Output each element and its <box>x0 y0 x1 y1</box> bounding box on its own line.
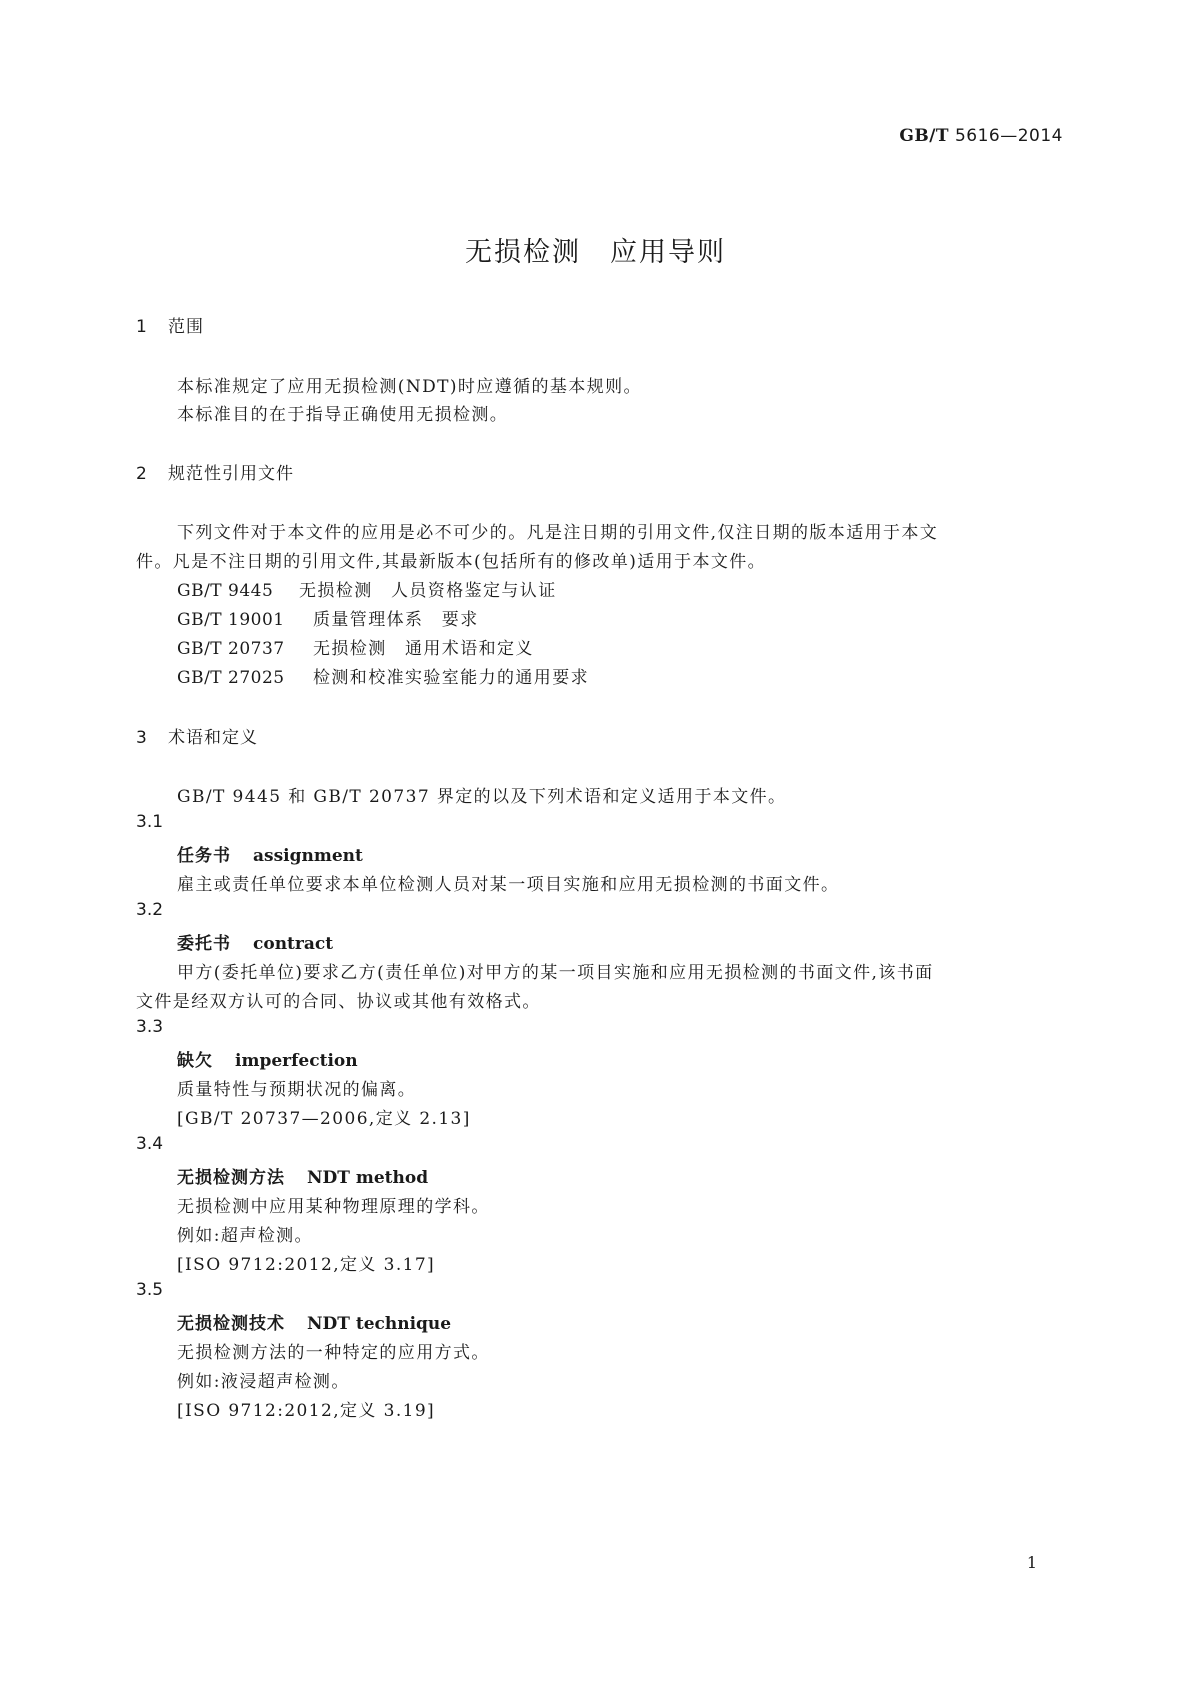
term-heading: 无损检测技术 NDT technique <box>177 1314 452 1334</box>
reference-item: GB/T 19001 质量管理体系 要求 <box>177 610 479 630</box>
term-example: 例如:液浸超声检测。 <box>177 1372 350 1392</box>
term-definition: 质量特性与预期状况的偏离。 <box>177 1080 417 1100</box>
section-heading-scope: 1 范围 <box>136 317 204 337</box>
page-number: 1 <box>1026 1553 1037 1572</box>
term-number: 3.4 <box>136 1134 164 1154</box>
reference-item: GB/T 20737 无损检测 通用术语和定义 <box>177 639 534 659</box>
term-heading: 无损检测方法 NDT method <box>177 1168 429 1188</box>
term-example: 例如:超声检测。 <box>177 1226 313 1246</box>
term-heading: 任务书 assignment <box>177 846 363 866</box>
term-definition: 无损检测方法的一种特定的应用方式。 <box>177 1343 490 1363</box>
term-definition: 无损检测中应用某种物理原理的学科。 <box>177 1197 490 1217</box>
term-heading: 委托书 contract <box>177 934 334 954</box>
references-intro-line: 件。凡是不注日期的引用文件,其最新版本(包括所有的修改单)适用于本文件。 <box>136 552 767 572</box>
section-heading-normative-references: 2 规范性引用文件 <box>136 464 294 484</box>
scope-paragraph: 本标准目的在于指导正确使用无损检测。 <box>177 405 509 425</box>
terms-intro: GB/T 9445 和 GB/T 20737 界定的以及下列术语和定义适用于本文件。 <box>177 787 787 807</box>
term-number: 3.1 <box>136 812 164 832</box>
references-intro-line: 下列文件对于本文件的应用是必不可少的。凡是注日期的引用文件,仅注日期的版本适用于本文 <box>177 523 939 543</box>
term-number: 3.3 <box>136 1017 164 1037</box>
document-title: 无损检测 应用导则 <box>465 237 726 268</box>
term-number: 3.2 <box>136 900 164 920</box>
term-source: [ISO 9712:2012,定义 3.19] <box>177 1401 436 1421</box>
term-number: 3.5 <box>136 1280 164 1300</box>
term-heading: 缺欠 imperfection <box>177 1051 358 1071</box>
term-definition: 雇主或责任单位要求本单位检测人员对某一项目实施和应用无损检测的书面文件。 <box>177 875 840 895</box>
scope-paragraph: 本标准规定了应用无损检测(NDT)时应遵循的基本规则。 <box>177 377 642 397</box>
section-heading-terms: 3 术语和定义 <box>136 728 258 748</box>
reference-item: GB/T 27025 检测和校准实验室能力的通用要求 <box>177 668 589 688</box>
term-source: [GB/T 20737—2006,定义 2.13] <box>177 1109 471 1129</box>
term-definition: 文件是经双方认可的合同、协议或其他有效格式。 <box>136 992 541 1012</box>
term-source: [ISO 9712:2012,定义 3.17] <box>177 1255 436 1275</box>
term-definition: 甲方(委托单位)要求乙方(责任单位)对甲方的某一项目实施和应用无损检测的书面文件,该书面 <box>177 963 934 983</box>
standard-number: GB/T 5616—2014 <box>899 126 1063 146</box>
reference-item: GB/T 9445 无损检测 人员资格鉴定与认证 <box>177 581 557 601</box>
